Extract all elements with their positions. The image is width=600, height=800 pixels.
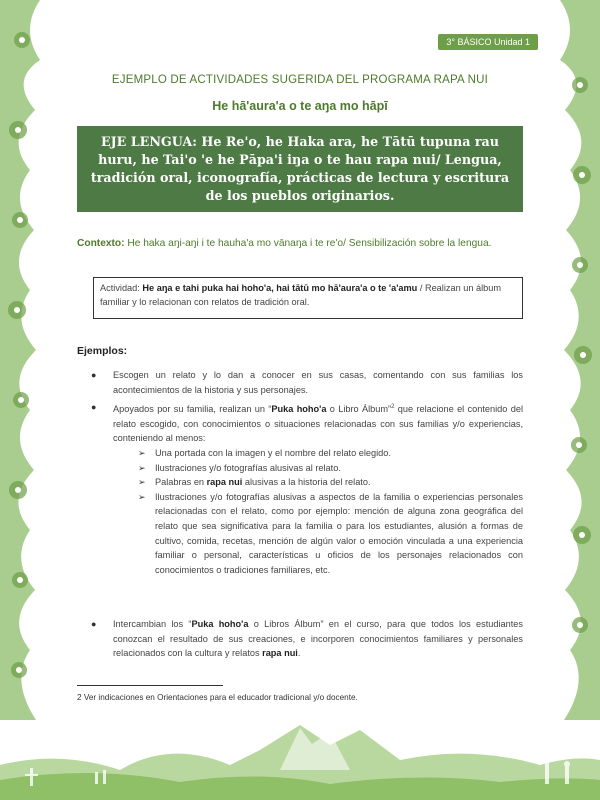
- bullet-icon: ●: [91, 402, 97, 412]
- contexto-line: [77, 238, 537, 249]
- sub-item: [93, 475, 523, 490]
- item-2-text-b: o Libro Álbum”: [326, 404, 392, 415]
- item-3-text-b: o Libros Álbum” en el curso, para que todos los estudiantes conozcan el resultado de sus creaciones, e incorporen conocimientos familiares y personales relacionados con la cultura y relatos: [113, 619, 523, 659]
- list-item: [93, 368, 523, 397]
- sub-list: [93, 446, 523, 577]
- activity-subtitle: He hā'aura'a o te aŋa mo hāpī: [212, 99, 388, 113]
- item-3-text-c: .: [297, 648, 301, 659]
- footnote-text: 2 Ver indicaciones en Orientaciones para el educador tradicional y/o docente.: [77, 693, 358, 702]
- eje-lengua-text: EJE LENGUA: He Re'o, he Haka ara, he Tātū tupuna rau huru, he Tai'o 'e he Pāpa'i iŋa o te hau rapa nui/ Lengua, tradición oral, iconografía, prácticas de lectura y escritura de los pueblos originarios.: [90, 134, 510, 203]
- contexto-text: He haka aŋi-aŋi i te hauha'a mo vānaŋa i te re'o/ Sensibilización sobre la lengua.: [124, 238, 492, 249]
- item-2-bold: Puka hoho'a: [271, 404, 327, 415]
- sub-3-text-a: Palabras en: [155, 477, 207, 488]
- landscape-illustration: [0, 710, 600, 800]
- actividad-title: He aŋa e tahi puka hai hoho'a, hai tātū mo hā'aura'a o te 'a'amu: [142, 283, 418, 293]
- footnote-divider: [77, 685, 223, 686]
- actividad-text: / Realizan un álbum familiar y lo relacionan con relatos de tradición oral.: [100, 283, 502, 307]
- sub-3-text-b: alusivas a la historia del relato.: [242, 477, 371, 488]
- grade-unit-badge: 3° BÁSICO Unidad 1: [438, 34, 538, 50]
- item-2-text-a: Apoyados por su familia, realizan un “: [113, 404, 272, 415]
- actividad-box: [93, 277, 523, 319]
- item-2-text-c: que relacione el contenido del relato escogido, con conocimientos o situaciones relacionadas con sus familias y/o experiencias, conteniendo al menos:: [113, 404, 523, 444]
- list-item: [93, 400, 523, 446]
- program-title: EJEMPLO DE ACTIVIDADES SUGERIDA DEL PROGRAMA RAPA NUI: [111, 74, 489, 86]
- contexto-label: Contexto:: [77, 238, 125, 249]
- bullet-icon: ●: [91, 370, 97, 380]
- ejemplos-heading: Ejemplos:: [77, 345, 128, 357]
- sub-4-text: Ilustraciones y/o fotografías alusivas a aspectos de la familia o experiencias personales relacionadas con el relato, como por ejemplo: mención de alguna zona geográfica del relato que sea significativa para la familia o para los estudiantes, alusión a formas de cultivo, comida, recetas, mención de algún valor o emoción vinculada a una experiencia familiar o personal, características u oficios de los personajes relacionados con conocimientos o tradiciones familiares, etc.: [155, 491, 523, 575]
- footnote-ref: 2: [391, 404, 395, 410]
- list-item: [93, 617, 523, 661]
- sub-item: [93, 461, 523, 476]
- arrow-bullet-icon: ➢: [138, 477, 146, 488]
- actividad-label: Actividad:: [100, 283, 140, 293]
- item-3-bold-2: rapa nui: [262, 648, 298, 659]
- sub-2-text: Ilustraciones y/o fotografías alusivas al relato.: [155, 462, 341, 473]
- arrow-bullet-icon: ➢: [138, 448, 146, 458]
- bullet-icon: ●: [91, 619, 97, 629]
- arrow-bullet-icon: ➢: [138, 462, 146, 473]
- item-3-bold: Puka hoho'a: [191, 619, 249, 629]
- item-3-text-a: Intercambian los “: [113, 619, 192, 629]
- eje-lengua-box: [77, 126, 523, 212]
- sub-3-bold: rapa nui: [206, 477, 243, 488]
- arrow-bullet-icon: ➢: [138, 491, 146, 502]
- item-1-text: Escogen un relato y lo dan a conocer en sus casas, comentando con sus familias los acontecimientos de la historia y sus personajes.: [113, 370, 523, 395]
- sub-item: [93, 490, 523, 578]
- sub-1-text: Una portada con la imagen y el nombre del relato elegido.: [155, 448, 391, 458]
- sub-item: [93, 446, 523, 461]
